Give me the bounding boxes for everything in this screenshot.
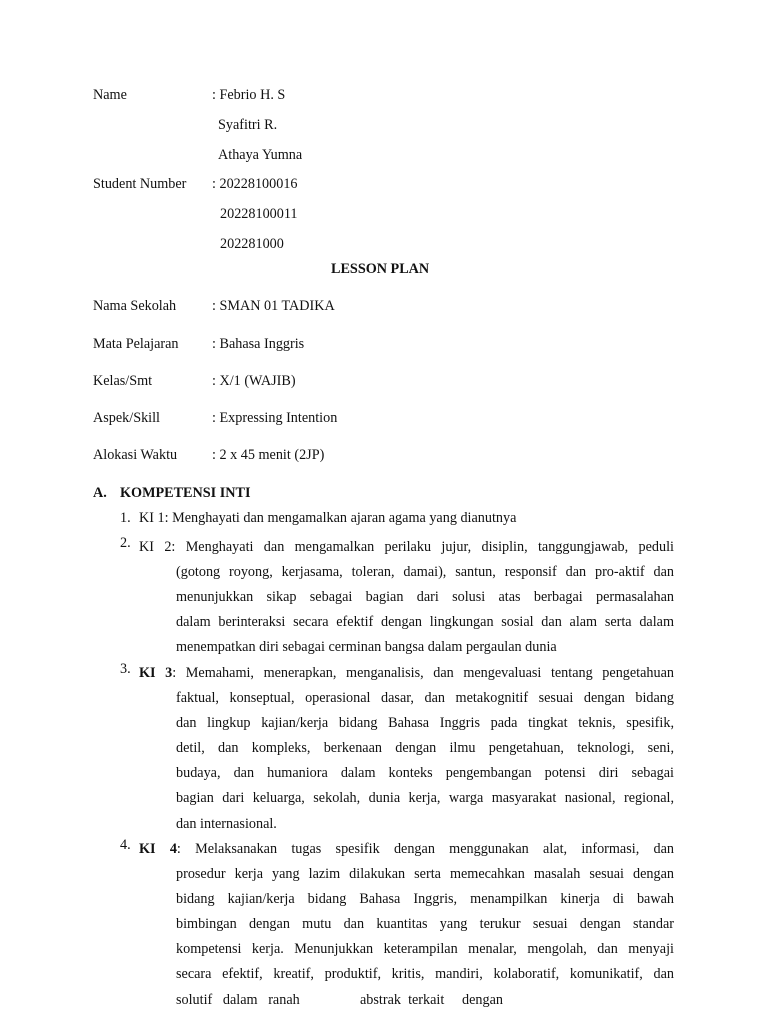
list-item-text-4 xyxy=(139,837,674,1013)
student-number-3: 202281000 xyxy=(220,236,284,252)
list-item-2-line: dalam berinteraksi secara efektif dengan lingkungan sosial dan alam serta dalam xyxy=(176,614,674,631)
identity-label-school: Nama Sekolah xyxy=(93,298,177,314)
list-item-4-lead: KI 4 xyxy=(139,841,177,857)
identity-label-time: Alokasi Waktu xyxy=(93,447,178,463)
name-value-3: Athaya Yumna xyxy=(218,147,303,163)
identity-value-school: : SMAN 01 TADIKA xyxy=(212,298,335,314)
list-item-4-first-rest: : Melaksanakan tugas spesifik dengan menggunakan alat, informasi, dan xyxy=(176,841,674,857)
list-item-3-lead: KI 3 xyxy=(139,665,173,681)
identity-label-class: Kelas/Smt xyxy=(93,373,153,389)
identity-label-subject: Mata Pelajaran xyxy=(93,336,179,352)
list-item-text-1: KI 1: Menghayati dan mengamalkan ajaran agama yang dianutnya xyxy=(139,510,517,526)
list-item-4-line: solutif dalam ranah abstrak terkait dengan xyxy=(176,991,504,1008)
list-item-text-3 xyxy=(139,661,674,837)
list-item-3-line: bagian dari keluarga, sekolah, dunia kerja, warga masyarakat nasional, regional, xyxy=(176,790,674,807)
list-item-4-line: kompetensi kerja. Menunjukkan keterampilan menalar, mengolah, dan menyaji xyxy=(176,941,674,958)
list-item-3-line: detil, dan kompleks, berkenaan dengan ilmu pengetahuan, teknologi, seni, xyxy=(176,740,674,757)
list-item-number-4: 4. xyxy=(120,837,131,853)
list-item-3-line: dan internasional. xyxy=(176,815,277,832)
name-value-1: : Febrio H. S xyxy=(212,87,286,103)
identity-value-time: : 2 x 45 menit (2JP) xyxy=(212,447,325,463)
list-item-2-line: menunjukkan sikap sebagai bagian dari solusi atas berbagai permasalahan xyxy=(176,589,674,606)
list-item-number-2: 2. xyxy=(120,535,131,551)
list-item-2-line: KI 2: Menghayati dan mengamalkan perilaku jujur, disiplin, tanggungjawab, peduli xyxy=(139,539,674,555)
list-item-number-3: 3. xyxy=(120,661,131,677)
list-item-3-first-line xyxy=(139,661,674,686)
list-item-3-line: budaya, dan humaniora dalam konteks pengembangan potensi diri sebagai xyxy=(176,765,674,782)
student-number-1: : 20228100016 xyxy=(212,176,298,192)
section-title: KOMPETENSI INTI xyxy=(120,485,251,501)
list-item-2-line: (gotong royong, kerjasama, toleran, damai), santun, responsif dan pro-aktif dan xyxy=(176,564,674,581)
student-number-2: 20228100011 xyxy=(220,206,298,222)
list-item-4-line: bimbingan dengan mutu dan kuantitas yang terukur sesuai dengan standar xyxy=(176,916,674,933)
list-item-4-line: prosedur kerja yang lazim dilakukan serta memecahkan masalah sesuai dengan xyxy=(176,866,674,883)
section-letter: A. xyxy=(93,485,107,501)
list-item-number-1: 1. xyxy=(120,510,131,526)
list-item-3-line: dan lingkup kajian/kerja bidang Bahasa Inggris pada tingkat teknis, spesifik, xyxy=(176,715,674,732)
page-title: LESSON PLAN xyxy=(331,261,430,277)
list-item-2-line: menempatkan diri sebagai cerminan bangsa dalam pergaulan dunia xyxy=(176,639,557,656)
identity-label-skill: Aspek/Skill xyxy=(93,410,161,426)
list-item-4-line: secara efektif, kreatif, produktif, kritis, mandiri, kolaboratif, komunikatif, dan xyxy=(176,966,674,983)
identity-value-skill: : Expressing Intention xyxy=(212,410,338,426)
list-item-4-first-line xyxy=(139,837,674,862)
name-label: Name xyxy=(93,87,127,103)
name-value-2: Syafitri R. xyxy=(218,117,278,133)
list-item-text-2 xyxy=(139,535,674,660)
identity-value-class: : X/1 (WAJIB) xyxy=(212,373,296,389)
list-item-3-line: faktual, konseptual, operasional dasar, dan metakognitif sesuai dengan bidang xyxy=(176,690,674,707)
identity-value-subject: : Bahasa Inggris xyxy=(212,336,305,352)
student-number-label: Student Number xyxy=(93,176,187,192)
list-item-4-line: bidang kajian/kerja bidang Bahasa Inggris, menampilkan kinerja di bawah xyxy=(176,891,674,908)
list-item-3-first-rest: : Memahami, menerapkan, menganalisis, dan mengevaluasi tentang pengetahuan xyxy=(172,665,674,681)
